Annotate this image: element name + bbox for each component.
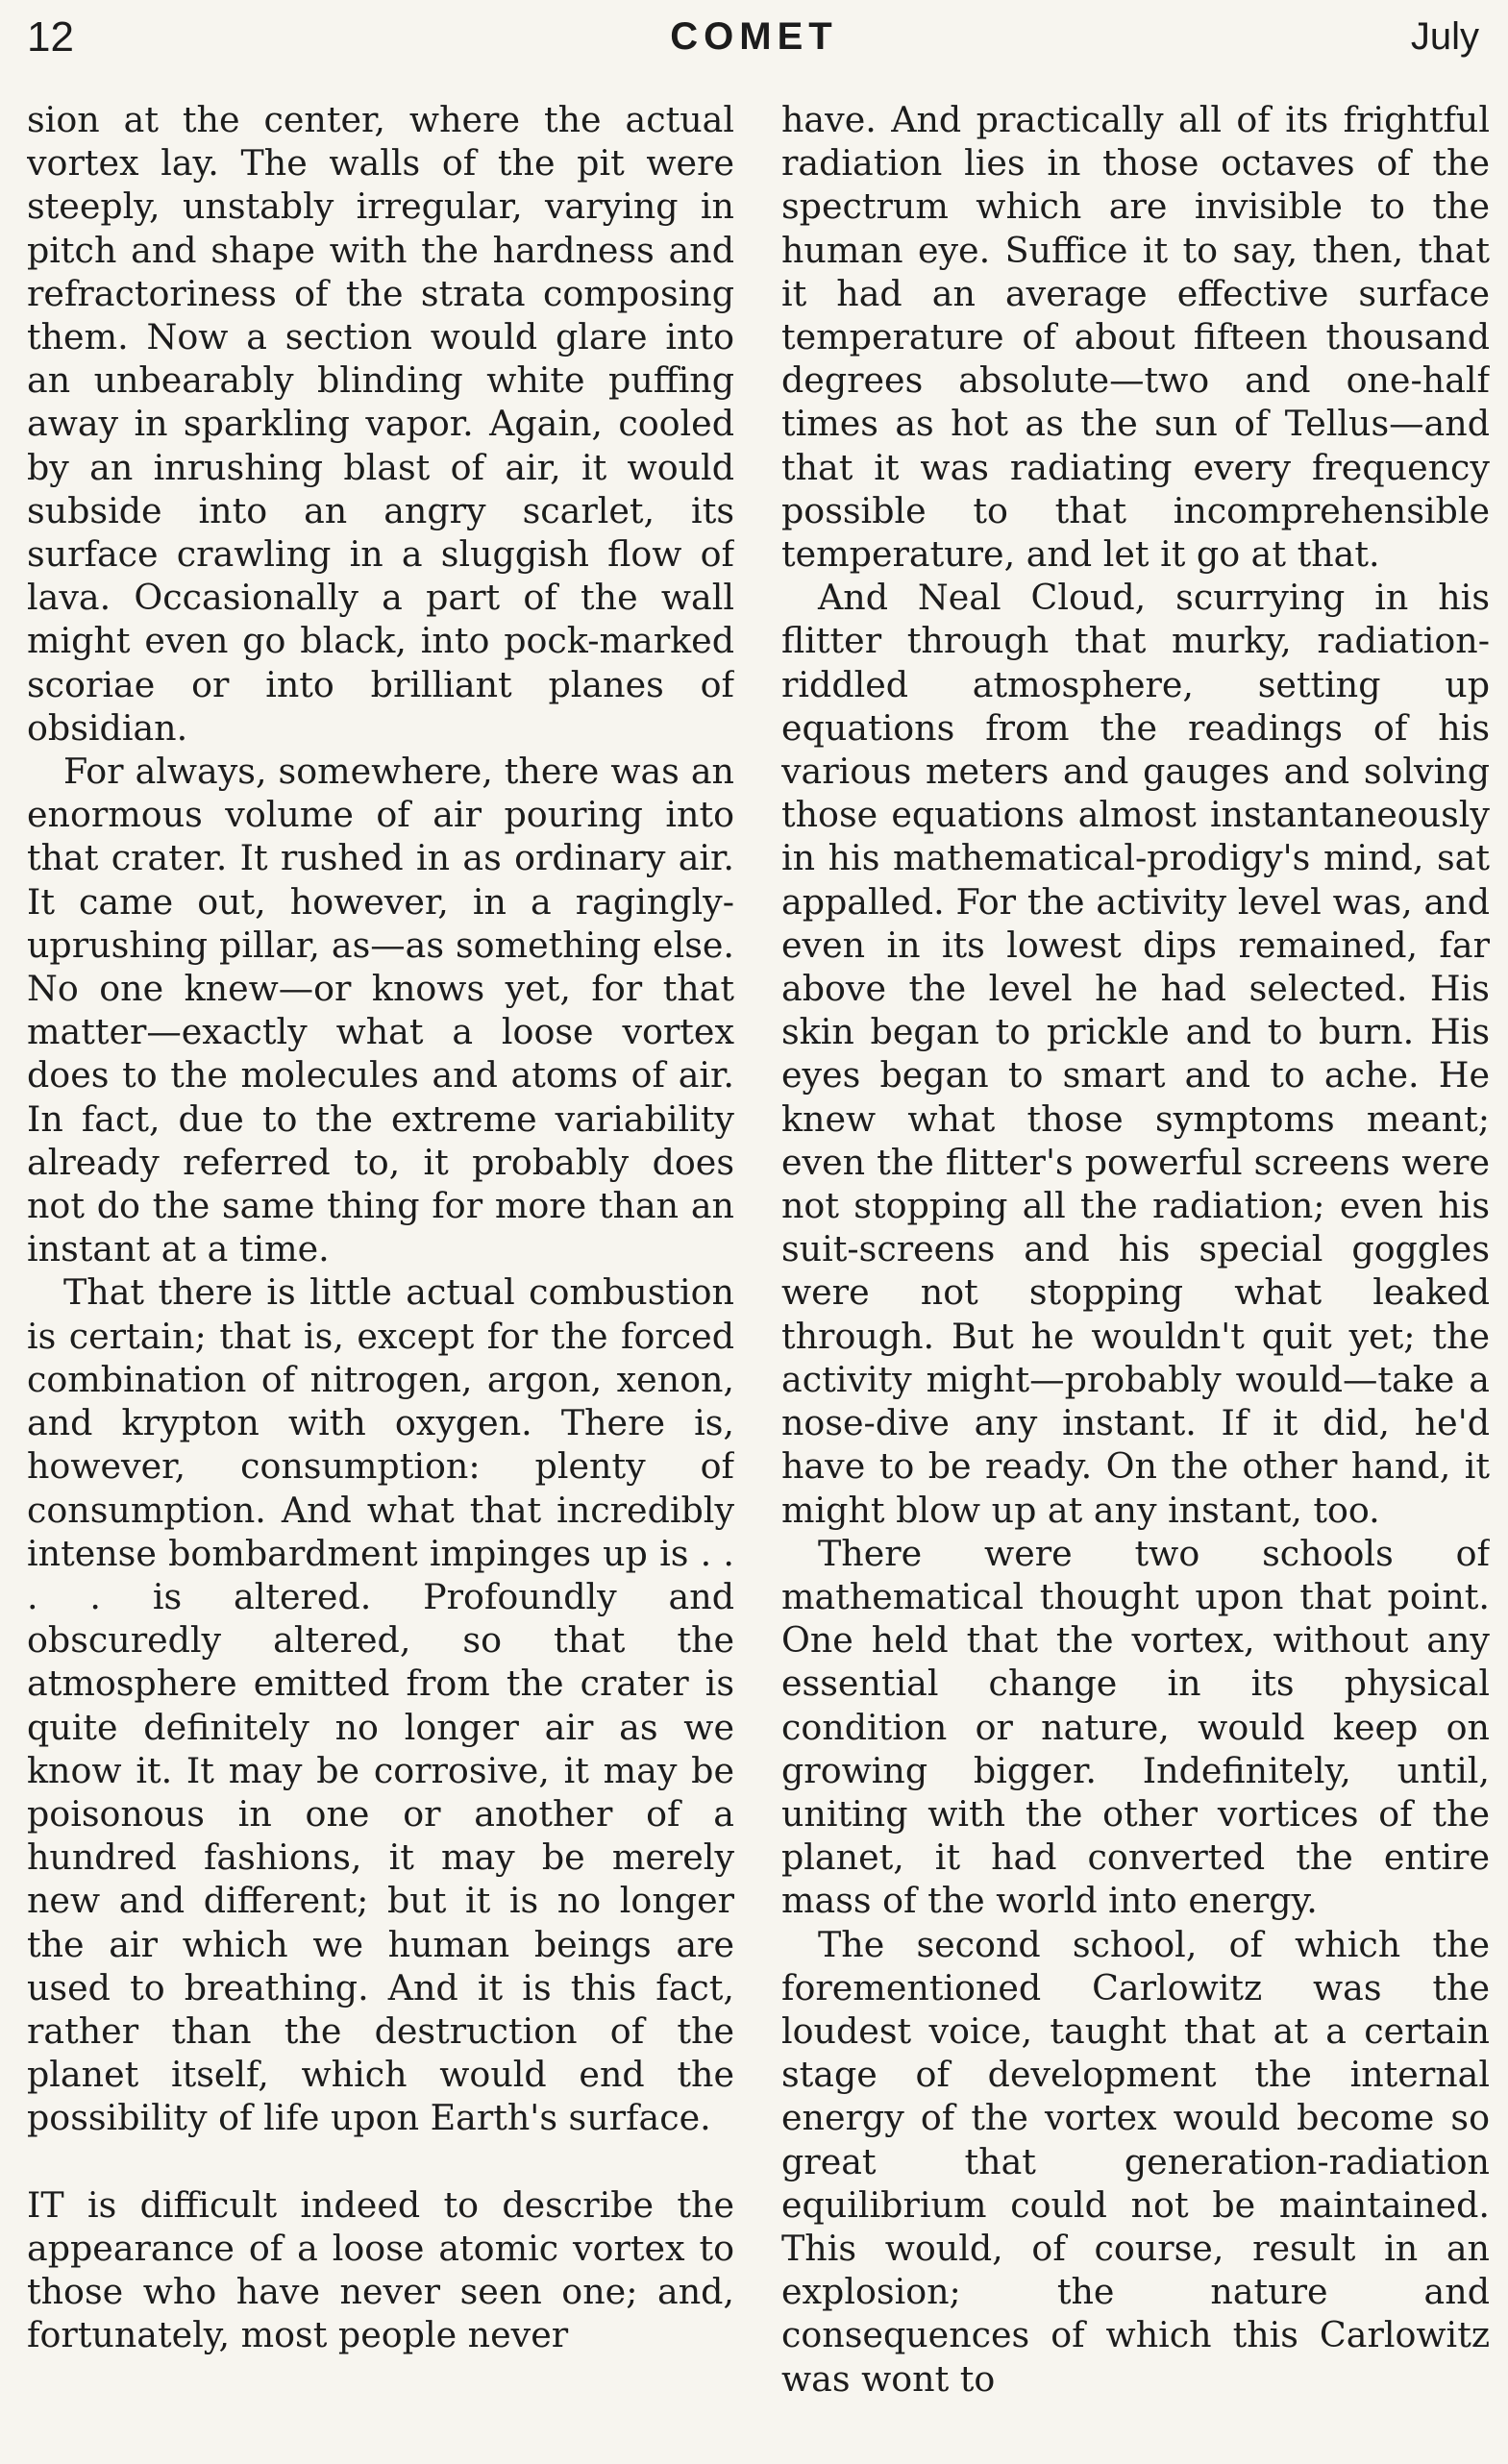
paragraph: have. And practically all of its frightful radiation lies in those octaves of the spectrum which are invisible to the human eye. Suffice it to say, then, that it had an average effective surface temperature of about fifteen thousand degrees absolute—two and one-half times as hot as the sun of Tellus—and that it was radiating every frequency possible to that incomprehensible temperature, and let it go at that.	[781, 99, 1490, 576]
paragraph: For always, somewhere, there was an enormous volume of air pouring into that crater. It rushed in as ordinary air. It came out, however, in a ragingly-uprushing pillar, as—as something else. No one knew—or knows yet, for that matter—exactly what a loose vortex does to the molecules and atoms of air. In fact, due to the extreme variability already referred to, it probably does not do the same thing for more than an instant at a time.	[27, 751, 734, 1270]
issue-month: July	[1410, 15, 1479, 58]
magazine-title: COMET	[670, 15, 838, 58]
paragraph: That there is little actual combustion is certain; that is, except for the forced combination of nitrogen, argon, xenon, and krypton with oxygen. There is, however, consumption: plenty of consumption. And what that incredibly intense bombardment impinges up is . . . . is altered. Profoundly and obscuredly altered, so that the atmosphere emitted from the crater is quite definitely no longer air as we know it. It may be corrosive, it may be poisonous in one or another of a hundred fashions, it may be merely new and different; but it is no longer the air which we human beings are used to breathing. And it is this fact, rather than the destruction of the planet itself, which would end the possibility of life upon Earth's surface.	[27, 1271, 734, 2139]
section-start-paragraph: IT is difficult indeed to describe the appearance of a loose atomic vortex to those who have never seen one; and, fortunately, most people never	[27, 2183, 734, 2356]
paragraph: sion at the center, where the actual vortex lay. The walls of the pit were steeply, unstably irregular, varying in pitch and shape with the hardness and refractoriness of the strata composing them. Now a section would glare into an unbearably blinding white puffing away in sparkling vapor. Again, cooled by an inrushing blast of air, it would subside into an angry scarlet, its surface crawling in a sluggish flow of lava. Occasionally a part of the wall might even go black, into pock-marked scoriae or into brilliant planes of obsidian.	[27, 99, 734, 749]
page-header	[0, 0, 1508, 86]
left-column	[27, 98, 734, 2452]
page-number: 12	[27, 13, 74, 61]
right-column	[781, 98, 1490, 2452]
paragraph: And Neal Cloud, scurrying in his flitter through that murky, radiation-riddled atmosphere, setting up equations from the readings of his various meters and gauges and solving those equations almost instantaneously in his mathematical-prodigy's mind, sat appalled. For the activity level was, and even in its lowest dips remained, far above the level he had selected. His skin began to prickle and to burn. His eyes began to smart and to ache. He knew what those symptoms meant; even the flitter's powerful screens were not stopping all the radiation; even his suit-screens and his special goggles were not stopping what leaked through. But he wouldn't quit yet; the activity might—probably would—take a nose-dive any instant. If it did, he'd have to be ready. On the other hand, it might blow up at any instant, too.	[781, 577, 1490, 1531]
paragraph: The second school, of which the forementioned Carlowitz was the loudest voice, taught that at a certain stage of development the internal energy of the vortex would become so great that generation-radiation equilibrium could not be maintained. This would, of course, result in an explosion; the nature and consequences of which this Carlowitz was wont to	[781, 1923, 1490, 2400]
paragraph: There were two schools of mathematical thought upon that point. One held that the vortex, without any essential change in its physical condition or nature, would keep on growing bigger. Indefinitely, until, uniting with the other vortices of the planet, it had converted the entire mass of the world into energy.	[781, 1532, 1490, 1922]
